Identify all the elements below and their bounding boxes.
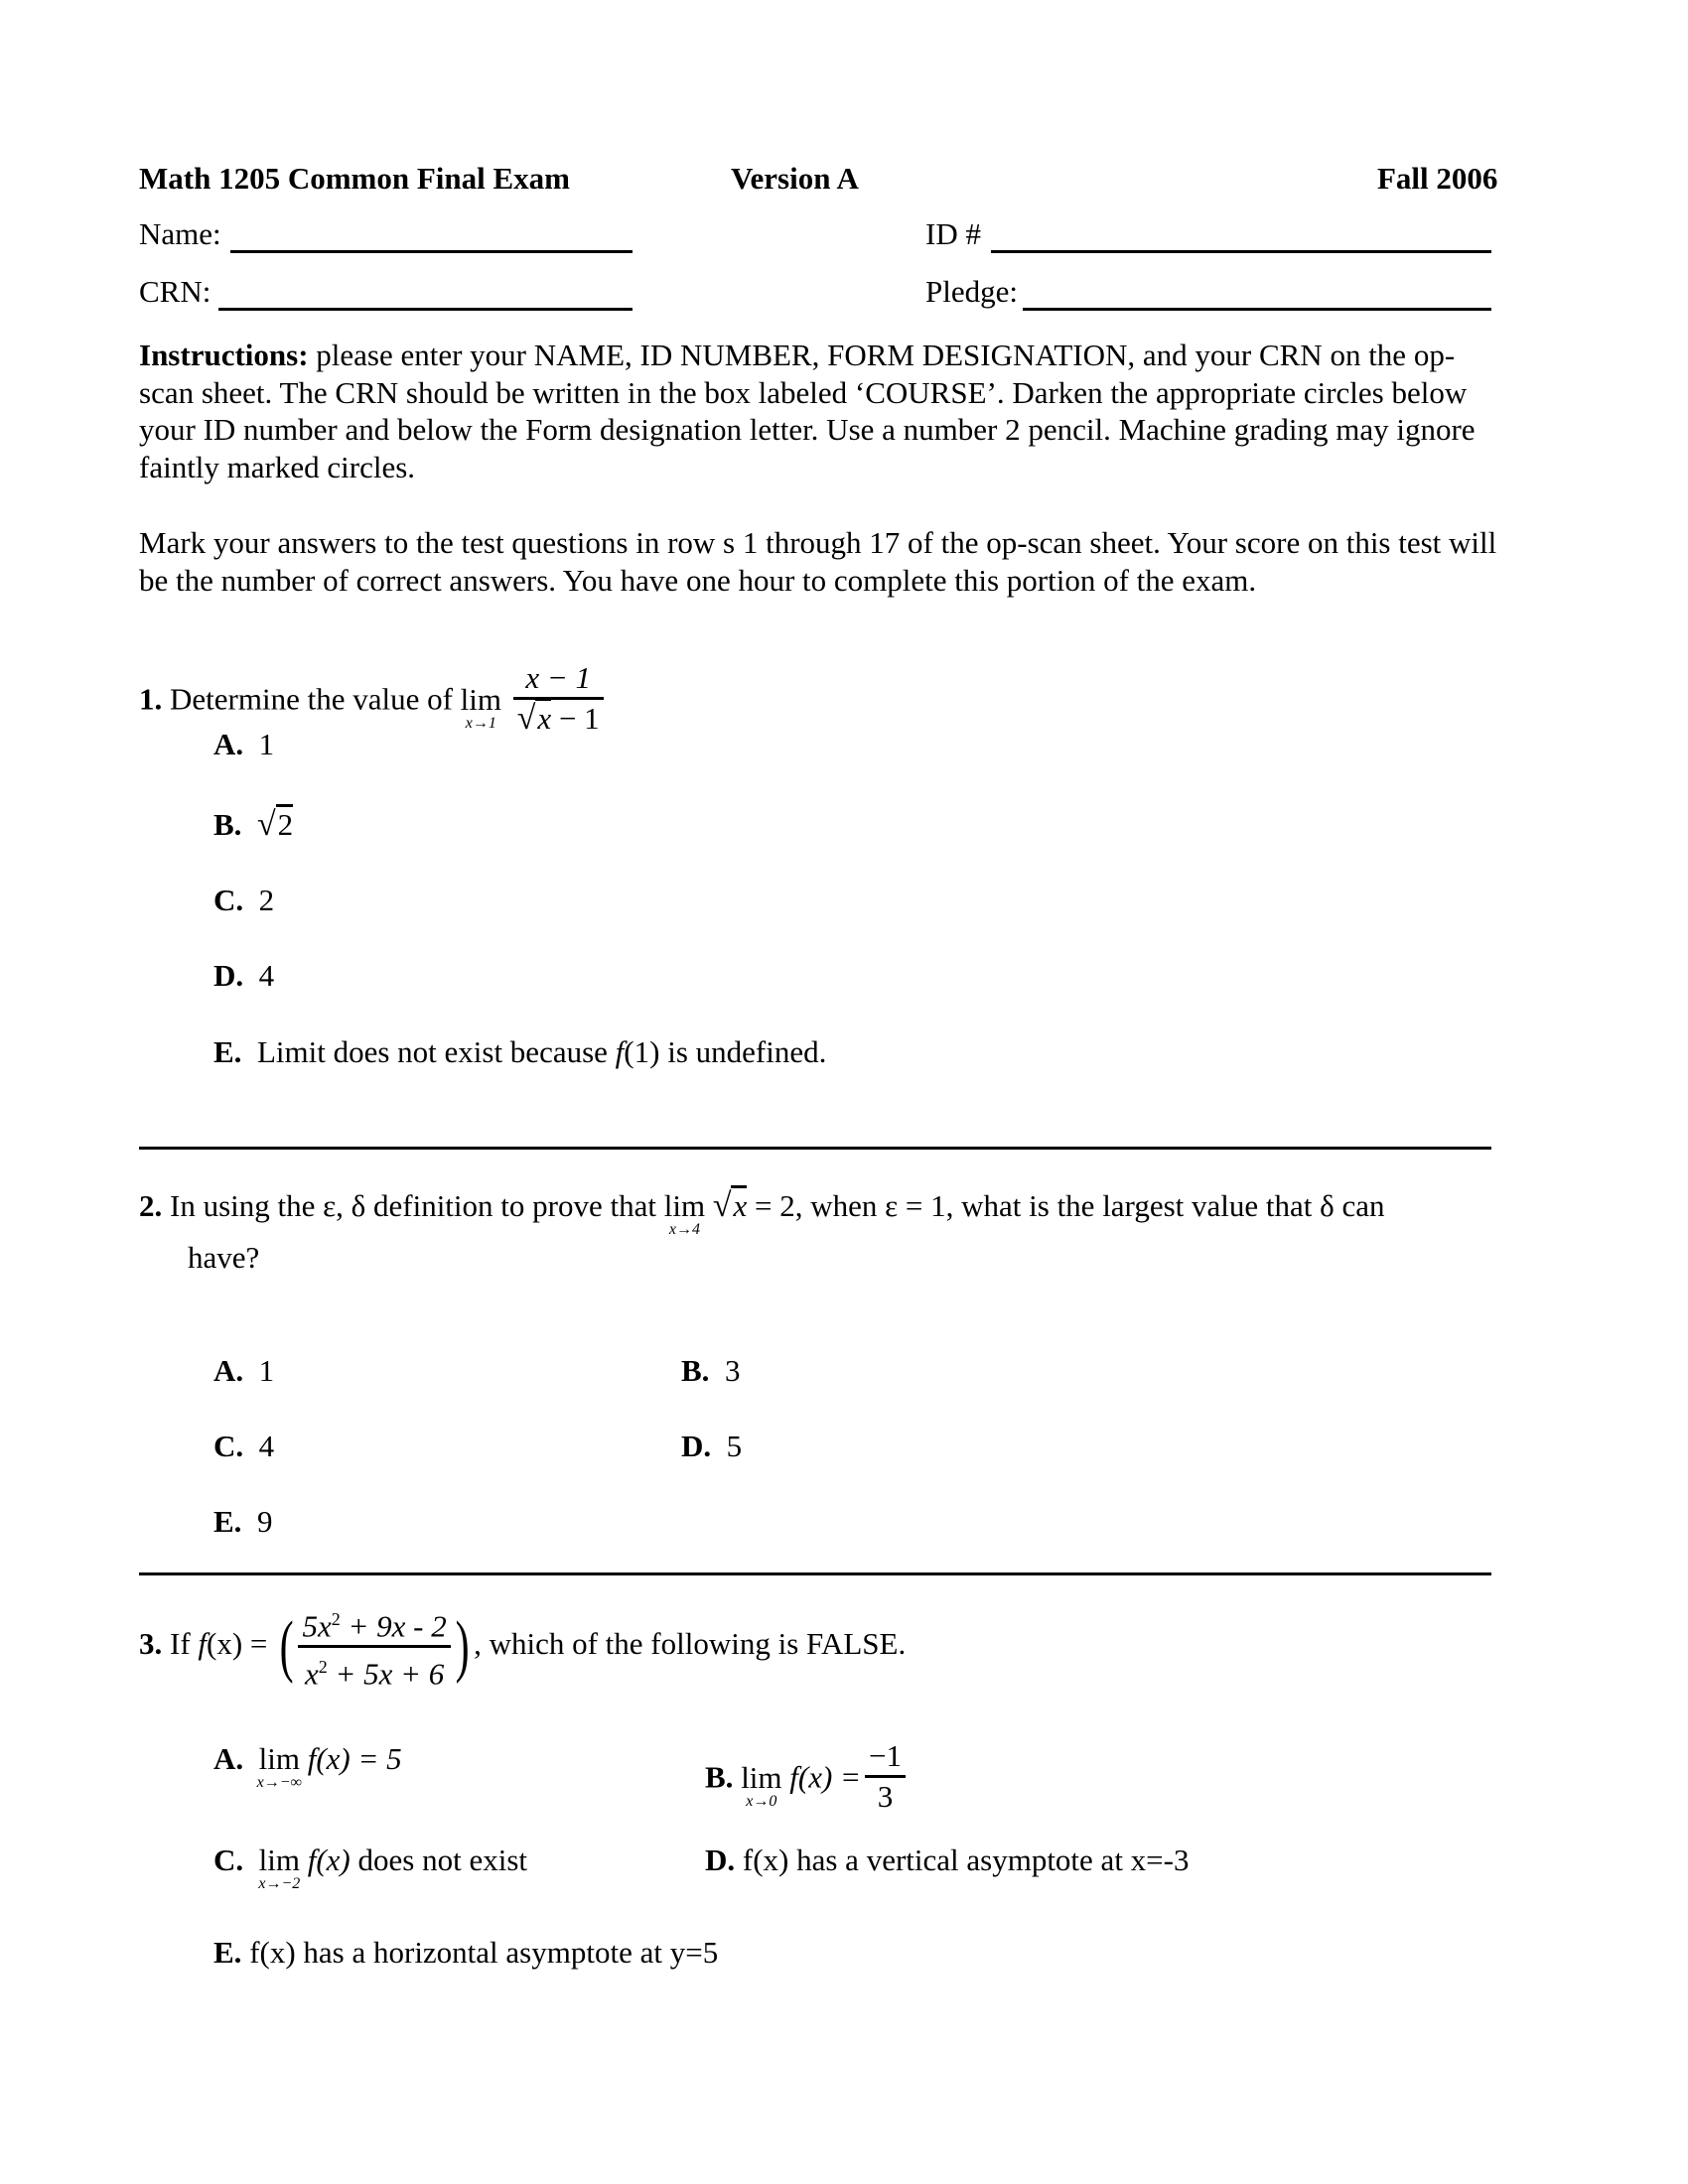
q3-option-d[interactable]	[705, 1843, 1189, 1878]
q1-option-b[interactable]	[213, 807, 293, 843]
instructions-label: Instructions:	[139, 338, 309, 372]
option-text: 1	[258, 1353, 275, 1388]
option-letter: C.	[213, 1429, 244, 1463]
numerator-rest: + 9x - 2	[340, 1608, 447, 1644]
option-text: Limit does not exist because	[256, 1034, 616, 1069]
lim-subscript: x→0	[746, 1792, 777, 1810]
option-letter: E.	[213, 1034, 242, 1069]
sqrt-icon: √	[256, 806, 276, 843]
lim-subscript: x→4	[668, 1221, 700, 1238]
q3-option-e[interactable]	[213, 1935, 718, 1971]
fraction	[513, 659, 604, 738]
fraction	[865, 1737, 906, 1816]
radicand: x	[535, 698, 551, 736]
instructions-text: please enter your NAME, ID NUMBER, FORM DESIGNATION, and your CRN on the op-scan sheet. The CRN should be written in the box labeled ‘COURSE’. Darken the appropriate circles below your ID number and below the Form designation letter. Use a number 2 pencil. Machine grading may ignore faintly marked circles.	[139, 338, 1476, 484]
q2-option-b[interactable]	[681, 1353, 740, 1389]
left-paren: (	[279, 1607, 294, 1685]
id-label: ID #	[925, 216, 981, 251]
numerator-term: 5x	[302, 1608, 332, 1644]
limit-expression	[460, 681, 501, 732]
q1-option-d[interactable]	[213, 958, 274, 994]
option-text-end: is undefined.	[659, 1034, 827, 1069]
q3-option-b[interactable]	[705, 1738, 910, 1820]
crn-label: CRN:	[139, 274, 211, 309]
question-3	[139, 1600, 906, 1694]
numerator: −1	[865, 1737, 906, 1778]
option-letter: A.	[213, 1353, 244, 1388]
radicand: x	[731, 1185, 747, 1223]
question-number: 1.	[139, 681, 163, 717]
option-letter: D.	[681, 1429, 712, 1463]
option-text: 2	[258, 883, 275, 917]
question-number: 3.	[139, 1625, 163, 1661]
option-expression: f(x) = 5	[307, 1741, 402, 1776]
section-divider	[139, 1147, 1491, 1150]
q1-option-e[interactable]	[213, 1034, 826, 1070]
question-prompt: If	[162, 1625, 199, 1661]
lim-operator: lim	[663, 1188, 706, 1223]
lim-subscript: x→−∞	[256, 1774, 302, 1791]
name-field[interactable]	[230, 220, 633, 253]
option-text: does not exist	[350, 1843, 528, 1877]
option-text: 1	[258, 727, 275, 761]
lim-subscript: x→−2	[258, 1875, 301, 1892]
option-text: 5	[726, 1429, 743, 1463]
denominator: √x − 1	[516, 700, 600, 737]
numerator: x − 1	[513, 659, 604, 700]
exponent: 2	[318, 1657, 328, 1678]
q1-option-a[interactable]	[213, 727, 274, 762]
function-arg: (1)	[624, 1034, 660, 1069]
id-field[interactable]	[991, 220, 1491, 253]
exponent: 2	[331, 1609, 341, 1629]
question-prompt: In using the ε, δ definition to prove that	[170, 1188, 664, 1223]
equation-value: = 2	[747, 1188, 795, 1223]
instructions-paragraph	[139, 337, 1509, 485]
option-expression: f(x) =	[789, 1759, 861, 1795]
option-letter: D.	[705, 1843, 736, 1877]
sqrt-expression	[713, 1188, 747, 1224]
exam-version: Version A	[731, 161, 859, 196]
limit-expression	[256, 1741, 302, 1791]
denominator-rest: − 1	[551, 701, 600, 736]
name-label: Name:	[139, 216, 221, 251]
q3-option-a[interactable]	[213, 1741, 402, 1791]
lim-operator: lim	[460, 681, 501, 717]
option-letter: B.	[681, 1353, 710, 1388]
marking-paragraph: Mark your answers to the test questions in row s 1 through 17 of the op-scan sheet. Your score on this test will be the number of correct answers. You have one hour to complete this portion of the exam.	[139, 525, 1497, 598]
fraction	[298, 1600, 450, 1694]
option-expression: f(x)	[307, 1843, 351, 1877]
option-text: 2	[276, 804, 294, 842]
question-number: 2.	[139, 1188, 163, 1223]
option-text: f(x) has a vertical asymptote at x=-3	[735, 1843, 1190, 1877]
q2-option-a[interactable]	[213, 1353, 274, 1389]
lim-operator: lim	[741, 1759, 782, 1795]
function-name: f	[615, 1034, 625, 1069]
sqrt-icon: √	[712, 1187, 732, 1224]
function-name: f	[198, 1625, 208, 1661]
limit-expression	[663, 1188, 706, 1238]
option-letter: A.	[213, 727, 244, 761]
option-text: 4	[258, 1429, 275, 1463]
option-text: 9	[256, 1504, 273, 1539]
lim-operator: lim	[258, 1843, 300, 1877]
denominator-term: x	[304, 1656, 319, 1692]
limit-expression	[258, 1843, 301, 1892]
option-letter: B.	[213, 807, 242, 842]
q1-option-c[interactable]	[213, 883, 274, 918]
option-letter: C.	[213, 1843, 244, 1877]
option-text: f(x) has a horizontal asymptote at y=5	[241, 1935, 719, 1970]
right-paren: )	[455, 1607, 470, 1685]
option-letter: B.	[705, 1759, 734, 1795]
limit-expression	[741, 1759, 782, 1810]
option-letter: E.	[213, 1935, 242, 1970]
section-divider	[139, 1572, 1491, 1575]
sqrt-expression	[257, 807, 293, 843]
lim-operator: lim	[258, 1741, 300, 1776]
option-letter: C.	[213, 883, 244, 917]
question-prompt-end: , when ε = 1, what is the largest value that δ can	[794, 1188, 1385, 1223]
question-prompt: Determine the value of	[170, 681, 453, 717]
question-2	[139, 1187, 1385, 1238]
denominator-rest: + 5x + 6	[327, 1656, 445, 1692]
pledge-label: Pledge:	[925, 274, 1018, 309]
denominator: 3	[877, 1779, 894, 1814]
q2-option-e[interactable]	[213, 1504, 272, 1540]
question-1	[139, 660, 608, 742]
pledge-field[interactable]	[1023, 278, 1491, 311]
option-letter: A.	[213, 1741, 244, 1776]
option-text: 3	[724, 1353, 741, 1388]
option-letter: D.	[213, 958, 244, 993]
course-title: Math 1205 Common Final Exam	[139, 161, 570, 196]
exam-term: Fall 2006	[1377, 161, 1498, 196]
option-letter: E.	[213, 1504, 242, 1539]
q2-option-c[interactable]	[213, 1429, 274, 1464]
q3-option-c[interactable]	[213, 1843, 528, 1892]
function-arg: (x) =	[207, 1625, 268, 1661]
question-2-continued: have?	[188, 1240, 260, 1275]
option-text: 4	[258, 958, 275, 993]
crn-field[interactable]	[218, 278, 633, 311]
lim-subscript: x→1	[465, 714, 496, 732]
q2-option-d[interactable]	[681, 1429, 742, 1464]
question-prompt-end: , which of the following is FALSE.	[474, 1625, 907, 1661]
